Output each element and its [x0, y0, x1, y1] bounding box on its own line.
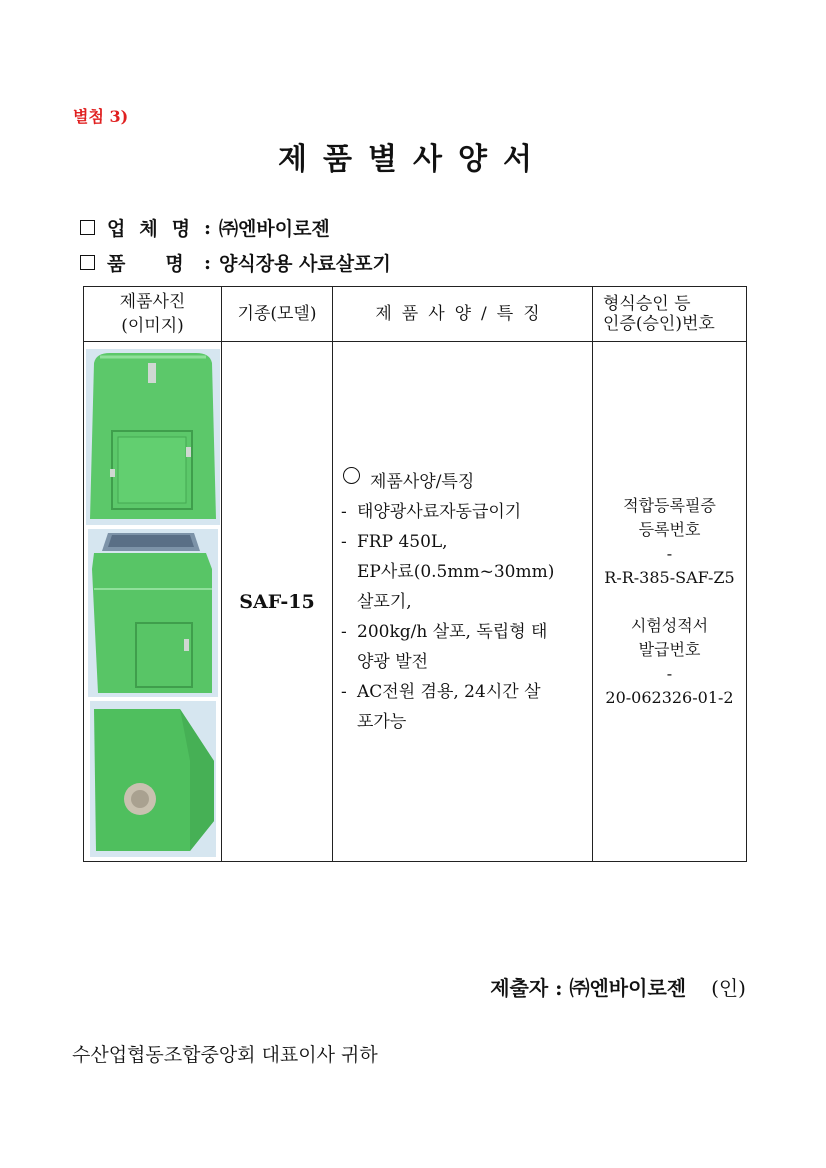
product-photo-front — [86, 349, 220, 525]
company-checkbox-icon — [80, 220, 95, 235]
product-colon: : — [204, 251, 212, 274]
company-name: ㈜엔바이로젠 — [219, 218, 330, 240]
company-colon: : — [204, 216, 212, 239]
product-name: 양식장용 사료살포기 — [219, 253, 391, 275]
recipient-line: 수산업협동조합중앙회 대표이사 귀하 — [72, 1044, 378, 1066]
page-title: 제품별사양서 — [278, 142, 548, 177]
test-number: 20-062326-01-2 — [605, 687, 734, 707]
company-line — [80, 214, 330, 241]
product-line — [80, 249, 391, 276]
product-photo-bottom — [90, 701, 216, 857]
submitter-company: ㈜엔바이로젠 — [569, 976, 687, 1000]
reg-dash: - — [666, 543, 673, 563]
feature-item: - AC전원 겸용, 24시간 살 — [341, 681, 541, 702]
header-cert: 형식승인 등 인증(승인)번호 — [593, 287, 747, 342]
header-photo: 제품사진 (이미지) — [84, 287, 222, 342]
features-heading: 제품사양/특징 — [341, 467, 584, 497]
header-spec: 제품사양/특징 — [333, 287, 593, 342]
feature-item: - 200kg/h 살포, 독립형 태 — [341, 621, 548, 642]
feature-item: 포가능 — [357, 711, 407, 732]
product-checkbox-icon — [80, 255, 95, 270]
attachment-label: 별첨 3) — [73, 107, 129, 126]
test-title: 시험성적서 — [630, 615, 709, 635]
spec-table — [83, 286, 747, 862]
feature-item: EP사료(0.5mm~30mm) — [357, 561, 555, 582]
submitter-line — [490, 972, 746, 1001]
reg-title: 적합등록필증 — [623, 495, 716, 515]
circle-bullet-icon — [343, 467, 360, 484]
model-cell: SAF-15 — [222, 342, 333, 862]
feature-item: 양광 발전 — [357, 651, 429, 672]
test-subtitle: 발급번호 — [638, 639, 701, 659]
test-dash: - — [666, 663, 673, 683]
feature-item: - 태양광사료자동급이기 — [341, 501, 522, 522]
company-label: 업체명 — [107, 218, 205, 240]
product-label: 품 명 — [107, 253, 184, 275]
cert-cell — [593, 342, 747, 862]
header-model: 기종(모델) — [222, 287, 333, 342]
submitter-label: 제출자 : — [490, 976, 563, 1000]
product-photos — [84, 342, 222, 862]
product-photo-angle — [88, 529, 218, 697]
feature-item: - FRP 450L, — [341, 531, 448, 552]
feature-item: 살포기, — [357, 591, 412, 612]
table-header-row — [84, 287, 747, 342]
submitter-seal: (인) — [711, 976, 746, 1000]
table-row — [84, 342, 747, 862]
reg-number: R-R-385-SAF-Z5 — [604, 567, 735, 587]
features-cell — [333, 342, 593, 862]
reg-subtitle: 등록번호 — [638, 519, 701, 539]
